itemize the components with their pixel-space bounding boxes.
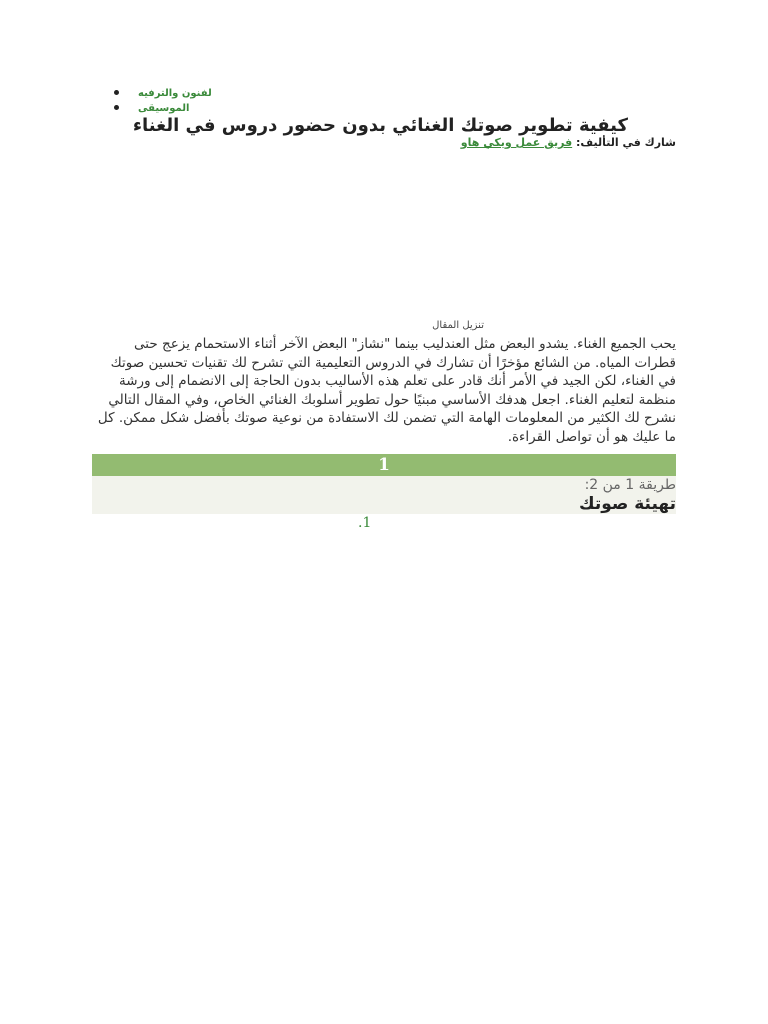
method-label: طريقة 1 من 2: [584, 477, 676, 493]
authors-label: شارك في التأليف: [576, 136, 676, 149]
method-heading-box [92, 476, 676, 514]
breadcrumb-link-music[interactable]: الموسيقى [138, 103, 190, 114]
page-title: كيفية تطوير صوتك الغنائي بدون حضور دروس في الغناء [132, 115, 628, 136]
bullet-icon [114, 90, 119, 95]
method-title: تهيئة صوتك [578, 494, 676, 514]
authors-line [300, 135, 676, 151]
bullet-icon [114, 105, 119, 110]
author-link[interactable]: فريق عمل ويكي هاو [460, 136, 573, 149]
method-number-bar: 1 [92, 454, 676, 476]
breadcrumb [114, 86, 212, 116]
step-number: 1. [358, 515, 372, 531]
breadcrumb-link-arts[interactable]: لفنون والترفيه [138, 88, 212, 99]
intro-paragraph: يحب الجميع الغناء. يشدو البعض مثل العندليب بينما "نشاز" البعض الآخر أثناء الاستحمام يزعج حتى قطرات المياه. من الشائع مؤخرًا أن تشارك في الدروس التعليمية التي تشرح لك تقنيات تحسين صوتك في الغناء، لكن الجيد في الأمر أنك قادر على تعلم هذه الأساليب بدون الحاجة إلى الانضمام إلى ورشة منظمة لتعليم الغناء. اجعل هدفك الأساسي مبنيًا حول تطوير أسلوبك الغنائي الخاص، وفي المقال التالي نشرح لك الكثير من المعلومات الهامة التي تضمن لك الاستفادة من نوعية صوتك بأفضل شكل ممكن. كل ما عليك هو أن تواصل القراءة. [97, 336, 676, 445]
breadcrumb-item-arts [114, 86, 212, 101]
download-article-link[interactable]: تنزيل المقال [432, 320, 484, 331]
